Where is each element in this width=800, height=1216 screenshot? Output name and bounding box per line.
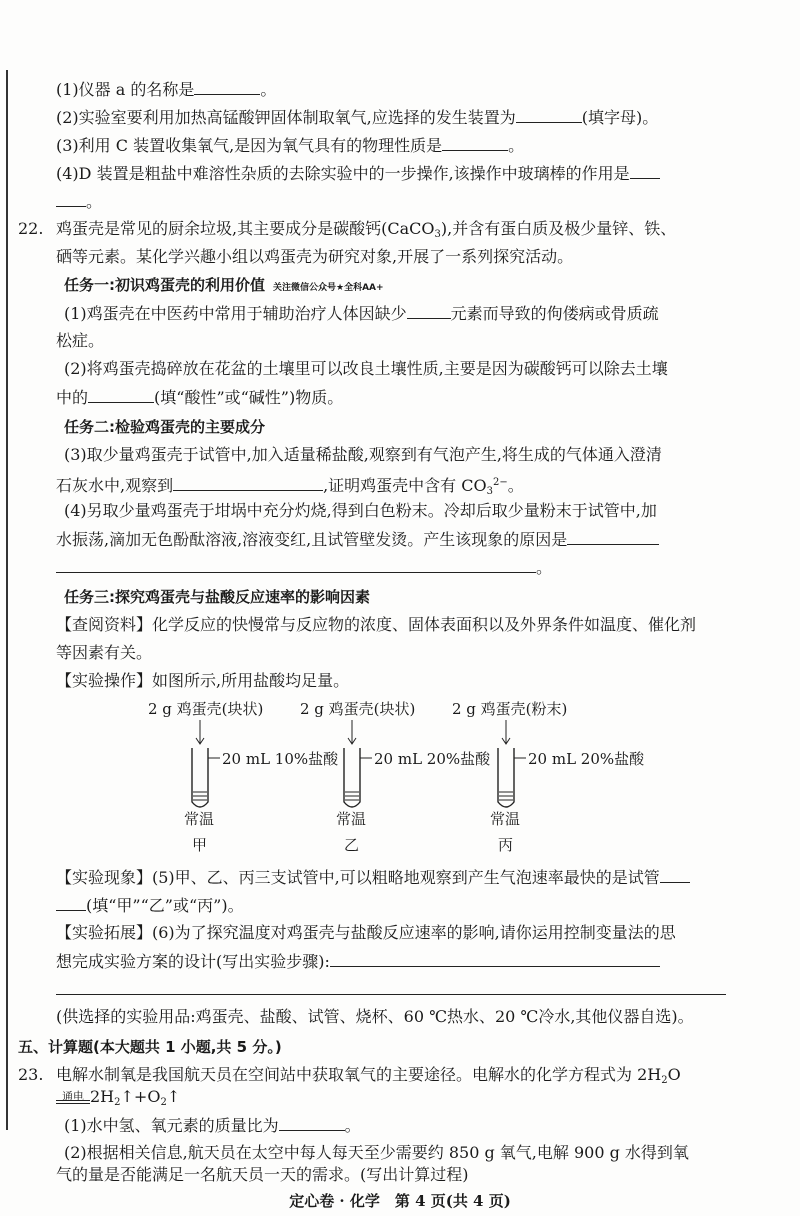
q23-line-1: 电解水制氧是我国航天员在空间站中获取氧气的主要途径。电解水的化学方程式为 $2H_2O$ bbox=[56, 1065, 681, 1086]
tube-yi-name: 乙 bbox=[344, 836, 360, 854]
q22-5-line-1: 【实验现象】(5)甲、乙、丙三支试管中,可以粗略地观察到产生气泡速率最快的是试管 bbox=[56, 866, 690, 889]
tube-bing-name: 丙 bbox=[498, 836, 514, 854]
q21-line-1: (1)仪器 a 的名称是 。 bbox=[56, 80, 277, 99]
equation-condition: 通电 bbox=[56, 1086, 90, 1108]
q22-3-line-1: (3)取少量鸡蛋壳于试管中,加入适量稀盐酸,观察到有气泡产生,将生成的气体通入澄清 bbox=[64, 445, 662, 464]
test-tube-figure bbox=[0, 698, 800, 858]
q21-line-5: 。 bbox=[56, 190, 102, 213]
tube-jia-top-label: 2 g 鸡蛋壳(块状) bbox=[148, 700, 264, 718]
q22-3-line-2: 石灰水中,观察到 ,证明鸡蛋壳中含有 $CO_3^{2-}$。 bbox=[56, 476, 524, 497]
tube-yi-top-label: 2 g 鸡蛋壳(块状) bbox=[300, 700, 416, 718]
tube-bing-acid-label: 20 mL 20%盐酸 bbox=[528, 750, 645, 768]
q22-4-line-2: 水振荡,滴加无色酚酞溶液,溶液变红,且试管壁发烫。产生该现象的原因是 bbox=[56, 528, 659, 551]
page-footer: 定心卷 · 化学 第 4 页(共 4 页) bbox=[289, 1192, 511, 1210]
tube-yi-acid-label: 20 mL 20%盐酸 bbox=[374, 750, 491, 768]
tube-jia-acid-label: 20 mL 10%盐酸 bbox=[222, 750, 339, 768]
q22-6-line-2: 想完成实验方案的设计(写出实验步骤): bbox=[56, 950, 660, 973]
q23-1-line: (1)水中氢、氧元素的质量比为 。 bbox=[64, 1116, 361, 1135]
q22-1-line-1: (1)鸡蛋壳在中医药中常用于辅助治疗人体因缺少 元素而导致的佝偻病或骨质疏 bbox=[64, 304, 659, 323]
tube-jia-name: 甲 bbox=[192, 836, 208, 854]
q23-equation: 通电 $2H_2↑+O_2↑$ bbox=[56, 1086, 180, 1114]
q22-2-line-1: (2)将鸡蛋壳捣碎放在花盆的土壤里可以改良土壤性质,主要是因为碳酸钙可以除去土壤 bbox=[64, 359, 668, 378]
tube-bing-temp: 常温 bbox=[490, 810, 521, 828]
q22-intro-1: 鸡蛋壳是常见的厨余垃圾,其主要成分是碳酸钙(CaCO$_3$),并含有蛋白质及极少量锌、铁、 bbox=[56, 219, 677, 240]
tube-jia-temp: 常温 bbox=[184, 810, 215, 828]
task2-heading: 任务二:检验鸡蛋壳的主要成分 bbox=[64, 418, 265, 436]
ref-line-2: 等因素有关。 bbox=[56, 643, 153, 662]
tube-bing bbox=[498, 720, 526, 807]
q22-6-line-3 bbox=[56, 978, 726, 1001]
task3-heading: 任务三:探究鸡蛋壳与盐酸反应速率的影响因素 bbox=[64, 588, 371, 606]
q22-4-line-1: (4)另取少量鸡蛋壳于坩埚中充分灼烧,得到白色粉末。冷却后取少量粉末于试管中,加 bbox=[64, 501, 657, 520]
q21-line-4: (4)D 装置是粗盐中难溶性杂质的去除实验中的一步操作,该操作中玻璃棒的作用是 bbox=[56, 162, 660, 185]
q23-2-line-2: 气的量是否能满足一名航天员一天的需求。(写出计算过程) bbox=[56, 1165, 469, 1184]
ref-line-1: 【查阅资料】化学反应的快慢常与反应物的浓度、固体表面积以及外界条件如温度、催化剂 bbox=[56, 615, 697, 634]
tube-jia bbox=[192, 720, 220, 807]
watermark-text: 关注微信公众号★全科AA+ bbox=[273, 283, 384, 293]
q23-number: 23. bbox=[18, 1065, 44, 1084]
q21-line-3: (3)利用 C 装置收集氧气,是因为氧气具有的物理性质是 。 bbox=[56, 136, 525, 155]
q22-6-line-4: (供选择的实验用品:鸡蛋壳、盐酸、试管、烧杯、60 ℃热水、20 ℃冷水,其他仪器自选)。 bbox=[56, 1007, 694, 1026]
section-5-heading: 五、计算题(本大题共 1 小题,共 5 分。) bbox=[18, 1038, 282, 1056]
q22-number: 22. bbox=[18, 219, 44, 238]
q21-line-2: (2)实验室要利用加热高锰酸钾固体制取氧气,应选择的发生装置为 (填字母)。 bbox=[56, 108, 659, 127]
q23-2-line-1: (2)根据相关信息,航天员在太空中每人每天至少需要约 850 g 氧气,电解 900 g 水得到氧 bbox=[64, 1143, 689, 1162]
q22-4-line-3: 。 bbox=[56, 556, 552, 579]
q22-2-line-2: 中的 (填“酸性”或“碱性”)物质。 bbox=[56, 388, 344, 407]
tube-bing-top-label: 2 g 鸡蛋壳(粉末) bbox=[452, 700, 568, 718]
op-line: 【实验操作】如图所示,所用盐酸均足量。 bbox=[56, 671, 350, 690]
q22-1-line-2: 松症。 bbox=[56, 331, 105, 350]
tube-yi bbox=[344, 720, 372, 807]
q22-6-line-1: 【实验拓展】(6)为了探究温度对鸡蛋壳与盐酸反应速率的影响,请你运用控制变量法的思 bbox=[56, 923, 676, 942]
margin-line bbox=[6, 70, 8, 1130]
tube-yi-temp: 常温 bbox=[336, 810, 367, 828]
task1-heading: 任务一:初识鸡蛋壳的利用价值 关注微信公众号★全科AA+ bbox=[64, 276, 384, 294]
q22-5-line-2: (填“甲”“乙”或“丙”)。 bbox=[56, 894, 244, 917]
q22-intro-2: 硒等元素。某化学兴趣小组以鸡蛋壳为研究对象,开展了一系列探究活动。 bbox=[56, 247, 574, 266]
